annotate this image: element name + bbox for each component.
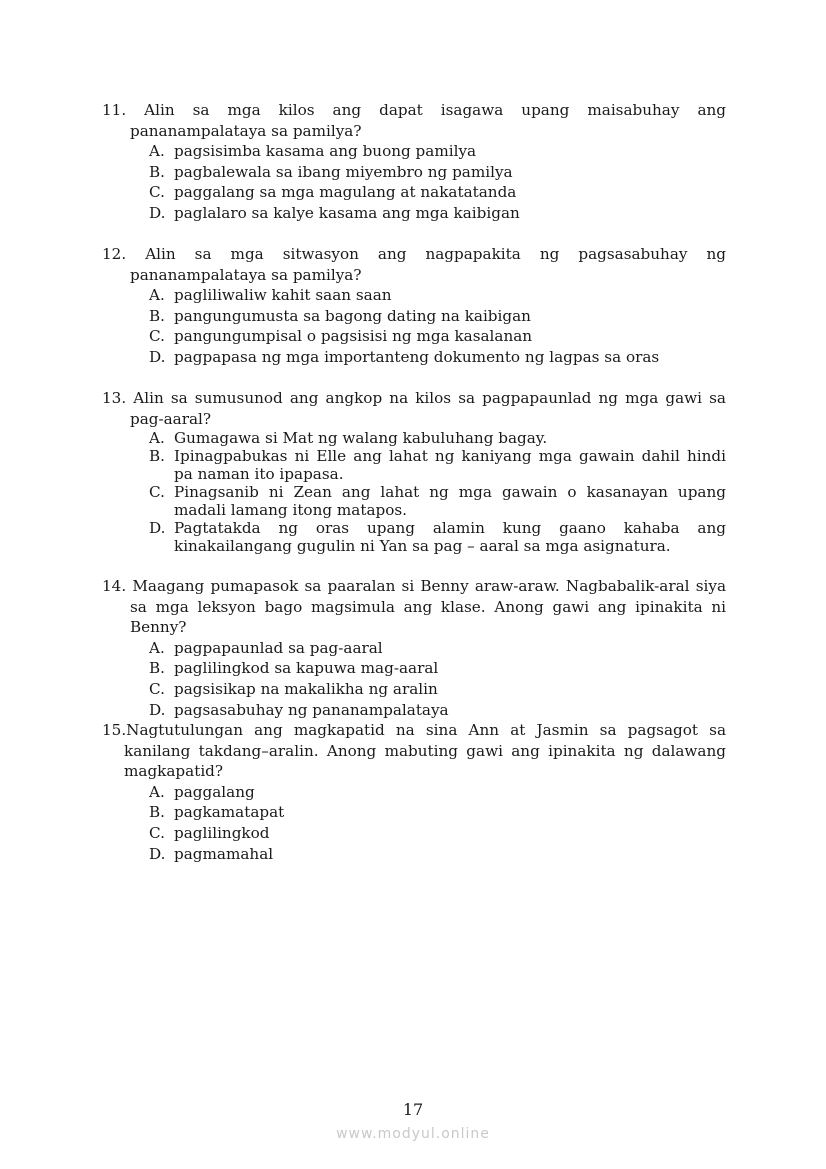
question-13 (102, 388, 726, 555)
option-text: paglilingkod sa kapuwa mag-aaral (174, 659, 439, 678)
question-number: 13. (102, 389, 127, 407)
option-a (149, 141, 726, 162)
option-letter: A. (149, 429, 165, 448)
option-text: pagkamatapat (174, 803, 285, 822)
option-text: Pagtatakda ng oras upang alamin kung gaano kahaba ang kinakailangang gugulin ni Yan sa pag – aaral sa mga asignatura. (174, 519, 726, 556)
option-letter: B. (149, 306, 165, 325)
option-letter: D. (149, 844, 166, 863)
question-14 (102, 576, 726, 720)
option-a (149, 429, 726, 447)
question-text (102, 100, 726, 141)
page-number: 17 (402, 1100, 424, 1119)
option-c (149, 326, 726, 347)
answer-options (102, 782, 726, 864)
option-text: pagsisimba kasama ang buong pamilya (174, 142, 477, 161)
option-b (149, 447, 726, 483)
option-text: pangungumusta sa bagong dating na kaibigan (174, 306, 531, 325)
option-c (149, 823, 726, 844)
answer-options (102, 429, 726, 555)
question-prompt: Alin sa sumusunod ang angkop na kilos sa pagpapaunlad ng mga gawi sa pag-aaral? (130, 389, 726, 428)
option-d (149, 700, 726, 721)
option-b (149, 162, 726, 183)
option-text: paglilingkod (174, 823, 270, 842)
option-text: paggalang sa mga magulang at nakatatanda (174, 183, 517, 202)
option-letter: C. (149, 327, 165, 346)
option-text: pagliliwaliw kahit saan saan (174, 286, 392, 305)
question-text (102, 244, 726, 285)
option-d (149, 203, 726, 224)
question-text (102, 720, 726, 782)
question-text (102, 576, 726, 638)
question-12 (102, 244, 726, 368)
option-text: pagsasabuhay ng pananampalataya (174, 700, 449, 719)
option-text: pangungumpisal o pagsisisi ng mga kasalanan (174, 327, 533, 346)
option-text: Ipinagpabukas ni Elle ang lahat ng kaniyang mga gawain dahil hindi pa naman ito ipapasa. (174, 447, 726, 484)
option-letter: C. (149, 483, 165, 502)
option-letter: C. (149, 183, 165, 202)
question-number: 11. (102, 101, 127, 119)
answer-options (102, 638, 726, 720)
option-text: Pinagsanib ni Zean ang lahat ng mga gawain o kasanayan upang madali lamang itong matapos. (174, 483, 726, 520)
option-letter: C. (149, 679, 165, 698)
option-text: pagbalewala sa ibang miyembro ng pamilya (174, 162, 513, 181)
question-number: 15. (102, 721, 127, 739)
option-letter: B. (149, 447, 165, 466)
option-letter: D. (149, 519, 166, 538)
option-a (149, 285, 726, 306)
option-text: pagmamahal (174, 844, 274, 863)
option-text: paglalaro sa kalye kasama ang mga kaibigan (174, 203, 520, 222)
option-text: pagsisikap na makalikha ng aralin (174, 679, 438, 698)
option-letter: A. (149, 142, 165, 161)
option-a (149, 638, 726, 659)
question-15 (102, 720, 726, 864)
question-prompt: Maagang pumapasok sa paaralan si Benny araw-araw. Nagbabalik-aral siya sa mga leksyon bago magsimula ang klase. Anong gawi ang ipinakita ni Benny? (130, 577, 726, 637)
question-number: 12. (102, 245, 127, 263)
option-c (149, 483, 726, 519)
option-letter: A. (149, 286, 165, 305)
option-b (149, 802, 726, 823)
question-11 (102, 100, 726, 224)
option-letter: D. (149, 203, 166, 222)
watermark: www.modyul.online (336, 1126, 490, 1142)
option-letter: B. (149, 162, 165, 181)
option-letter: B. (149, 659, 165, 678)
option-text: paggalang (174, 782, 255, 801)
option-b (149, 306, 726, 327)
option-b (149, 658, 726, 679)
question-number: 14. (102, 577, 127, 595)
option-letter: B. (149, 803, 165, 822)
option-text: pagpapasa ng mga importanteng dokumento ng lagpas sa oras (174, 347, 660, 366)
answer-options (102, 285, 726, 367)
option-c (149, 679, 726, 700)
option-d (149, 519, 726, 555)
option-a (149, 782, 726, 803)
option-letter: D. (149, 347, 166, 366)
option-letter: D. (149, 700, 166, 719)
question-prompt: Nagtutulungan ang magkapatid na sina Ann at Jasmin sa pagsagot sa kanilang takdang–aralin. Anong mabuting gawi ang ipinakita ng dalawang magkapatid? (124, 721, 726, 781)
answer-options (102, 141, 726, 223)
option-d (149, 844, 726, 865)
question-prompt: Alin sa mga kilos ang dapat isagawa upang maisabuhay ang pananampalataya sa pamilya? (130, 101, 727, 140)
question-prompt: Alin sa mga sitwasyon ang nagpapakita ng pagsasabuhay ng pananampalataya sa pamilya? (130, 245, 727, 284)
question-text (102, 388, 726, 429)
option-d (149, 347, 726, 368)
option-c (149, 182, 726, 203)
option-text: Gumagawa si Mat ng walang kabuluhang bagay. (174, 429, 548, 448)
option-letter: C. (149, 823, 165, 842)
option-text: pagpapaunlad sa pag-aaral (174, 638, 383, 657)
option-letter: A. (149, 638, 165, 657)
option-letter: A. (149, 782, 165, 801)
